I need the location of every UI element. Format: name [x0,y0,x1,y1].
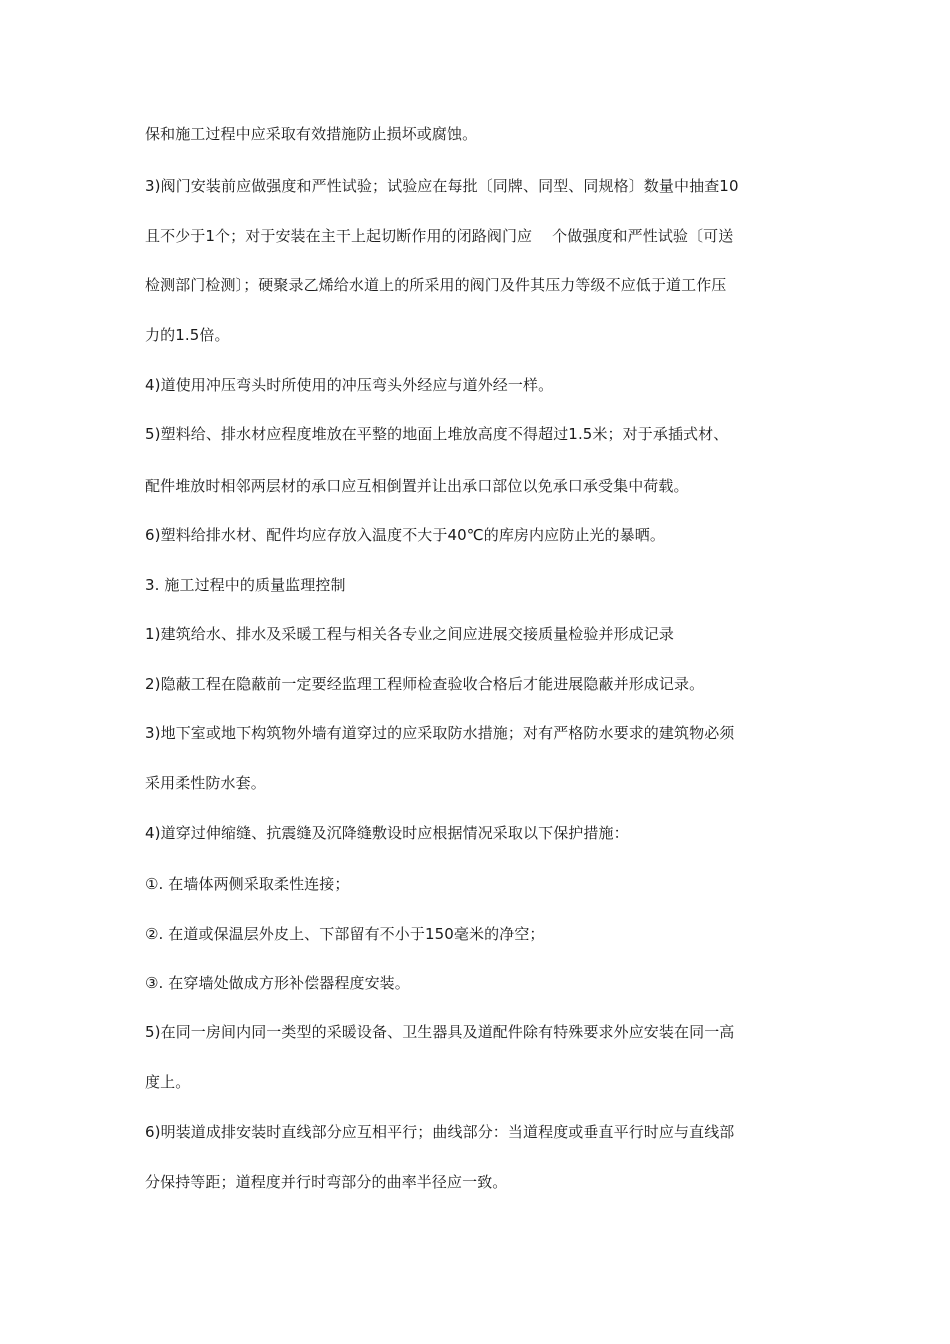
text-line: 6)塑料给排水材、配件均应存放入温度不大于40℃的库房内应防止光的暴晒。 [145,526,665,544]
text-line: 且不少于1个；对于安装在主干上起切断作用的闭路阀门应 个做强度和严性试验〔可送 [145,227,734,245]
text-line: 检测部门检测〕；硬聚录乙烯给水道上的所采用的阀门及件其压力等级不应低于道工作压 [145,276,727,294]
text-line: 3)地下室或地下构筑物外墙有道穿过的应采取防水措施；对有严格防水要求的建筑物必须 [145,724,735,742]
text-line: 4)道使用冲压弯头时所使用的冲压弯头外经应与道外经一样。 [145,376,554,394]
list-item: ①. 在墙体两侧采取柔性连接； [145,875,350,893]
section-heading: 3. 施工过程中的质量监理控制 [145,576,346,594]
text-line: 3)阀门安装前应做强度和严性试验；试验应在每批〔同牌、同型、同规格〕数量中抽查10 [145,177,739,195]
text-line: 5)在同一房间内同一类型的采暖设备、卫生器具及道配件除有特殊要求外应安装在同一高 [145,1023,735,1041]
text-line: 度上。 [145,1073,191,1091]
text-line: 保和施工过程中应采取有效措施防止损坏或腐蚀。 [145,125,478,143]
list-item: ②. 在道或保温层外皮上、下部留有不小于150毫米的净空； [145,925,545,943]
text-line: 2)隐蔽工程在隐蔽前一定要经监理工程师检查验收合格后才能进展隐蔽并形成记录。 [145,675,705,693]
text-line: 配件堆放时相邻两层材的承口应互相倒置并让出承口部位以免承口承受集中荷载。 [145,477,689,495]
text-line: 5)塑料给、排水材应程度堆放在平整的地面上堆放高度不得超过1.5米；对于承插式材、 [145,425,729,443]
list-item: ③. 在穿墙处做成方形补偿器程度安装。 [145,974,410,992]
text-line: 分保持等距；道程度并行时弯部分的曲率半径应一致。 [145,1173,508,1191]
text-line: 1)建筑给水、排水及采暖工程与相关各专业之间应进展交接质量检验并形成记录 [145,625,674,643]
text-line: 力的1.5倍。 [145,326,230,344]
text-line: 采用柔性防水套。 [145,774,266,792]
text-line: 6)明装道成排安装时直线部分应互相平行；曲线部分：当道程度或垂直平行时应与直线部 [145,1123,735,1141]
text-line: 4)道穿过伸缩缝、抗震缝及沉降缝敷设时应根据情况采取以下保护措施： [145,824,629,842]
